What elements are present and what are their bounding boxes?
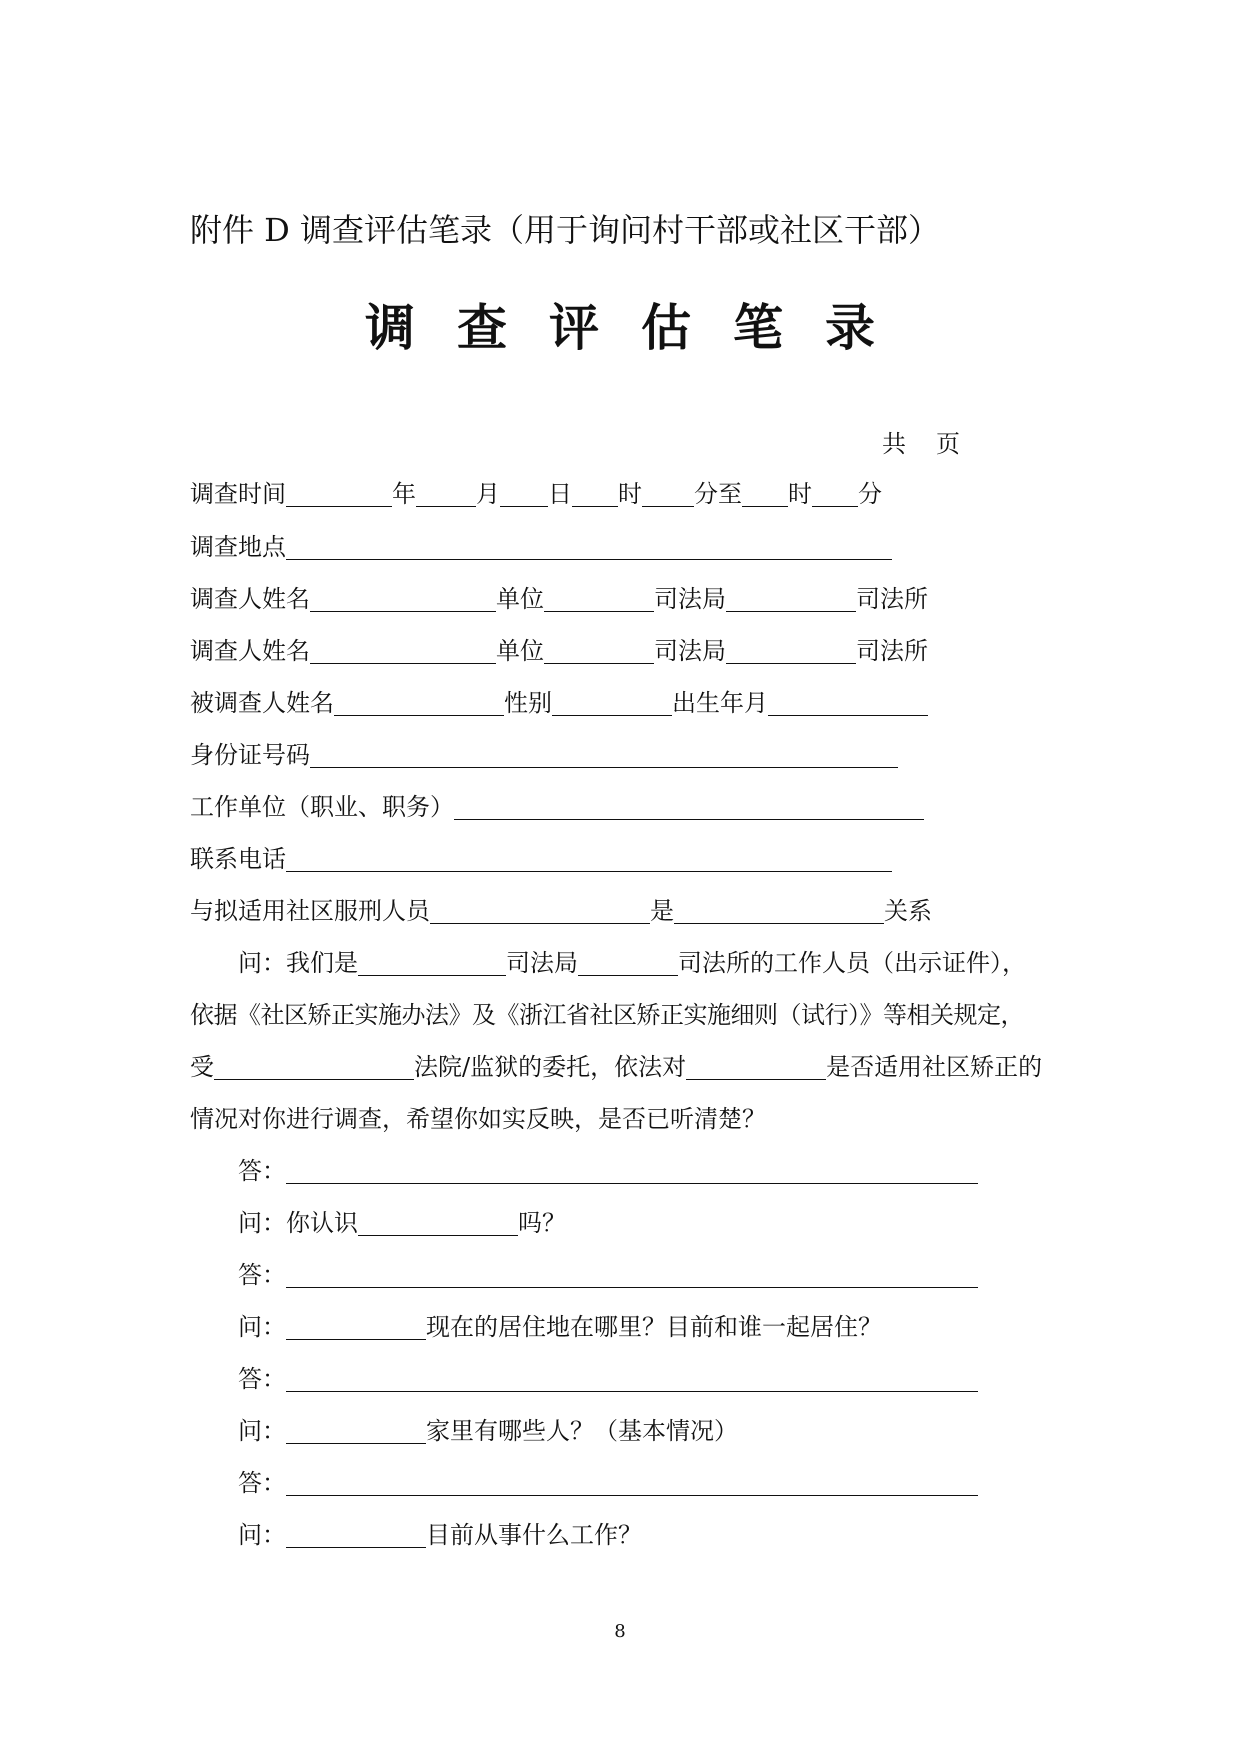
id-number-row: 身份证号码 [190, 735, 898, 775]
investigator-name-field[interactable] [310, 631, 496, 664]
phone-row: 联系电话 [190, 839, 892, 879]
intro-bureau-field[interactable] [358, 943, 506, 976]
work-unit-row: 工作单位（职业、职务） [190, 787, 924, 827]
intro-line-1: 问：我们是 司法局 司法所的工作人员（出示证件）， [238, 943, 1026, 983]
answer-row-2: 答： [238, 1255, 978, 1295]
gender-field[interactable] [552, 683, 672, 716]
answer-row-3: 答： [238, 1359, 978, 1399]
office-field[interactable] [726, 631, 856, 664]
title-char: 估 [641, 298, 691, 357]
hour-start-field[interactable] [572, 474, 618, 507]
intro-line-4: 情况对你进行调查，希望你如实反映，是否已听清楚？ [190, 1105, 766, 1133]
respondent-row: 被调查人姓名 性别 出生年月 [190, 683, 928, 723]
court-field[interactable] [214, 1047, 414, 1080]
answer-field[interactable] [286, 1255, 978, 1288]
investigator-name-field[interactable] [310, 579, 496, 612]
question-row-3: 问： 现在的居住地在哪里？目前和谁一起居住？ [238, 1307, 882, 1347]
birth-date-field[interactable] [768, 683, 928, 716]
offender-name-field[interactable] [430, 891, 650, 924]
intro-line-2: 依据《社区矫正实施办法》及《浙江省社区矫正实施细则（试行）》等相关规定， [190, 1001, 1024, 1029]
question-name-field[interactable] [286, 1411, 426, 1444]
relation-row: 与拟适用社区服刑人员 是 关系 [190, 891, 932, 931]
day-field[interactable] [500, 474, 548, 507]
answer-row-4: 答： [238, 1463, 978, 1503]
answer-row-1: 答： [238, 1151, 978, 1191]
relation-field[interactable] [674, 891, 884, 924]
hour-end-field[interactable] [742, 474, 788, 507]
survey-time-label: 调查时间 [190, 480, 286, 508]
minute-end-field[interactable] [812, 474, 858, 507]
total-pages-ye: 页 [936, 430, 960, 458]
work-unit-field[interactable] [454, 787, 924, 820]
survey-time-row: 调查时间 年 月 日 时 分至 时 分 [190, 474, 882, 514]
answer-field[interactable] [286, 1151, 978, 1184]
phone-field[interactable] [286, 839, 892, 872]
survey-place-label: 调查地点 [190, 533, 286, 561]
subject-name-field[interactable] [686, 1047, 826, 1080]
title-char: 查 [457, 298, 507, 357]
title-char: 录 [825, 298, 875, 357]
id-number-field[interactable] [310, 735, 898, 768]
investigator-row-2: 调查人姓名 单位 司法局 司法所 [190, 631, 928, 671]
question-name-field[interactable] [358, 1203, 518, 1236]
question-row-5: 问： 目前从事什么工作？ [238, 1515, 642, 1555]
title-char: 评 [549, 298, 599, 357]
month-field[interactable] [416, 474, 476, 507]
answer-field[interactable] [286, 1463, 978, 1496]
question-name-field[interactable] [286, 1515, 426, 1548]
investigator-row-1: 调查人姓名 单位 司法局 司法所 [190, 579, 928, 619]
bureau-field[interactable] [544, 631, 654, 664]
survey-place-field[interactable] [286, 527, 892, 560]
intro-line-3: 受 法院/监狱的委托，依法对 是否适用社区矫正的 [190, 1047, 1042, 1087]
minute-start-field[interactable] [642, 474, 694, 507]
respondent-name-field[interactable] [334, 683, 504, 716]
year-field[interactable] [286, 474, 392, 507]
question-row-2: 问：你认识 吗？ [238, 1203, 566, 1243]
total-pages [882, 424, 960, 464]
page-number: 8 [614, 1621, 626, 1642]
intro-office-field[interactable] [578, 943, 678, 976]
title-char: 调 [365, 298, 415, 357]
question-name-field[interactable] [286, 1307, 426, 1340]
survey-place-row [190, 527, 892, 567]
document-title [365, 298, 917, 358]
title-char: 笔 [733, 298, 783, 357]
question-row-4: 问： 家里有哪些人？（基本情况） [238, 1411, 738, 1451]
answer-field[interactable] [286, 1359, 978, 1392]
attachment-heading: 附件 D 调查评估笔录（用于询问村干部或社区干部） [190, 211, 941, 249]
total-pages-gong: 共 [882, 430, 906, 458]
office-field[interactable] [726, 579, 856, 612]
bureau-field[interactable] [544, 579, 654, 612]
